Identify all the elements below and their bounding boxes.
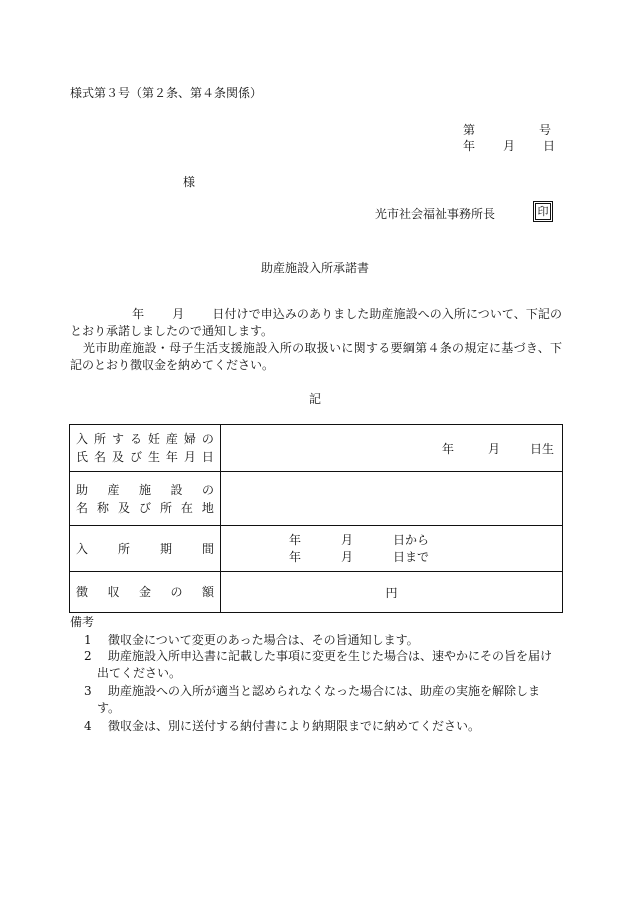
label-char: 及 (111, 450, 124, 464)
label-char: 生 (147, 450, 160, 464)
note-number: 4 (84, 719, 92, 733)
label-char: 所 (117, 541, 130, 556)
label-char: 名 (76, 500, 89, 515)
from-day: 日から (393, 532, 430, 547)
label-char: す (111, 432, 124, 446)
birth-day: 日生 (529, 442, 554, 456)
note-number: 1 (84, 633, 92, 647)
label-facility-line1 (76, 481, 214, 499)
note-text: 助産施設入所申込書に記載した事項に変更を生じた場合は、速やかにその旨を届け (108, 649, 553, 663)
notes-heading: 備考 (70, 615, 95, 629)
label-char: 産 (165, 432, 178, 446)
label-char: 年 (165, 450, 178, 464)
note-item-3 (70, 683, 562, 717)
label-char: 設 (170, 482, 183, 497)
date-day: 日 (543, 139, 556, 153)
period-from (289, 532, 562, 549)
label-patient-line1 (76, 430, 214, 448)
note-item-1 (70, 632, 562, 649)
ki-heading: 記 (308, 392, 321, 406)
label-char: び (129, 450, 142, 464)
table-row-facility (70, 472, 563, 526)
fee-unit: 円 (385, 585, 398, 600)
label-char: 名 (93, 450, 106, 464)
facility-value-cell (221, 472, 563, 526)
p1-year: 年 (132, 307, 145, 321)
label-char: 施 (138, 482, 151, 497)
label-facility-line2 (76, 499, 214, 517)
label-char: 妊 (147, 432, 160, 446)
paragraph-approval (70, 306, 562, 340)
details-table (69, 424, 563, 613)
label-char: の (201, 432, 214, 446)
label-char: 産 (107, 482, 120, 497)
note-number: 2 (84, 649, 92, 663)
label-facility (70, 472, 221, 526)
number-prefix: 第 (463, 123, 476, 137)
label-char: の (170, 585, 183, 599)
label-period (70, 526, 221, 572)
label-char: 助 (76, 482, 89, 497)
label-char: 及 (117, 500, 130, 515)
label-fee-text (76, 583, 214, 601)
recipient-honorific: 様 (183, 175, 196, 189)
period-value-cell (221, 526, 563, 572)
label-char: 婦 (183, 432, 196, 446)
table-row-patient (70, 425, 563, 472)
note-text-continued: す。 (97, 701, 121, 715)
note-text: 徴収金は、別に送付する納付書により納期限までに納めてください。 (108, 719, 481, 733)
date-month: 月 (503, 139, 516, 153)
label-char: の (201, 482, 214, 497)
label-char: 金 (138, 585, 151, 599)
birth-year: 年 (441, 442, 454, 456)
to-month: 月 (341, 549, 354, 564)
period-to (289, 549, 562, 566)
to-year: 年 (289, 549, 302, 564)
label-char: 所 (159, 500, 172, 515)
label-char: 入 (76, 432, 89, 446)
fee-value-cell (221, 572, 563, 613)
label-fee (70, 572, 221, 613)
note-text: 助産施設への入所が適当と認められなくなった場合には、助産の実施を解除しま (108, 684, 541, 698)
label-char: 所 (93, 432, 106, 446)
birth-date (442, 440, 554, 457)
p1-month: 月 (172, 307, 185, 321)
label-char: 日 (201, 450, 214, 464)
paragraph-payment: 光市助産施設・母子生活支援施設入所の取扱いに関する要綱第４条の規定に基づき、下記のとおり徴収金を納めてください。 (70, 341, 562, 372)
label-char: 在 (180, 500, 193, 515)
document-title: 助産施設入所承諾書 (260, 261, 369, 275)
from-month: 月 (341, 532, 354, 547)
label-char: 収 (107, 585, 120, 599)
birth-month: 月 (487, 442, 500, 456)
form-number: 様式第３号（第２条、第４条関係） (70, 86, 263, 100)
label-char: 期 (159, 541, 172, 556)
label-period-text (76, 540, 214, 558)
label-patient (70, 425, 221, 472)
label-char: 氏 (76, 450, 89, 464)
label-char: 称 (96, 500, 109, 515)
to-day: 日まで (393, 549, 430, 564)
label-char: 額 (201, 585, 214, 599)
table-row-fee (70, 572, 563, 613)
patient-value-cell (221, 425, 563, 472)
note-text: 徴収金について変更のあった場合は、その旨通知します。 (108, 633, 419, 647)
label-char: 月 (183, 450, 196, 464)
table-row-period (70, 526, 563, 572)
issuer-name: 光市社会福祉事務所長 (375, 207, 496, 221)
number-suffix: 号 (539, 123, 552, 137)
document-number-line (463, 123, 551, 137)
seal-mark: 印 (535, 203, 551, 220)
note-text-continued: 出てください。 (97, 666, 182, 680)
p1-text: 日付けで申込みのありました助産施設への入所について、下記のとおり承諾しましたので通知します。 (70, 307, 562, 338)
from-year: 年 (289, 532, 302, 547)
label-patient-line2 (76, 448, 214, 466)
label-char: る (129, 432, 142, 446)
date-year: 年 (463, 139, 476, 153)
label-char: 地 (201, 500, 214, 515)
note-number: 3 (84, 684, 92, 698)
label-char: び (138, 500, 151, 515)
label-char: 間 (201, 541, 214, 556)
label-char: 入 (76, 541, 89, 556)
label-char: 徴 (76, 585, 89, 599)
note-item-4 (70, 718, 562, 735)
issue-date-line (463, 139, 555, 153)
note-item-2 (70, 648, 562, 682)
